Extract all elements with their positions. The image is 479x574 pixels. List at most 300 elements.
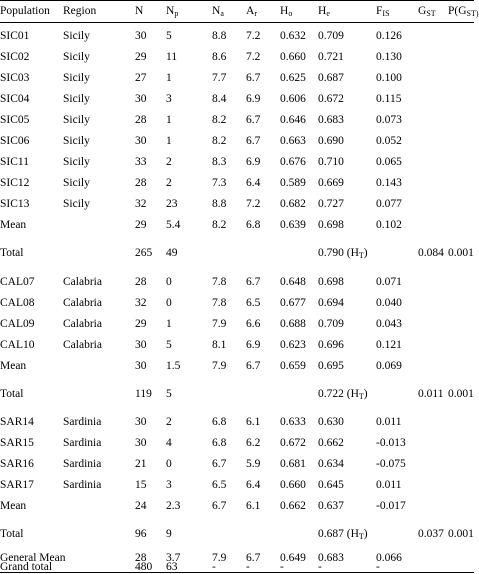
pop-cell [0, 459, 34, 471]
gst-text: 0.037 [418, 528, 444, 540]
he-text: 0.698 [318, 276, 344, 288]
fis-cell [376, 73, 402, 85]
np-text: 0 [166, 276, 172, 288]
header-ho-text: H [280, 5, 289, 17]
fis-cell [376, 52, 402, 64]
he-text: 0.683 [318, 552, 344, 564]
he-cell [318, 529, 368, 541]
gst-cell [418, 529, 444, 541]
pop-text: CAL10 [0, 339, 35, 351]
table-rule [0, 22, 474, 23]
ar-text: 6.1 [246, 500, 261, 512]
fis-cell [376, 31, 402, 43]
he-text: 0.662 [318, 437, 344, 449]
na-text: 8.8 [212, 198, 227, 210]
region-text: Sicily [63, 177, 90, 189]
fis-cell [376, 136, 402, 148]
header-n-cell [135, 6, 143, 18]
n-cell [135, 562, 152, 574]
region-text: Sicily [63, 156, 90, 168]
ar-cell [246, 562, 250, 574]
pop-cell [0, 115, 29, 127]
region-text: Sicily [63, 51, 90, 63]
pgst-text: 0.001 [448, 528, 474, 540]
n-text: 28 [135, 114, 147, 126]
ho-cell [280, 52, 306, 64]
he-subscript: T [358, 251, 364, 260]
pop-text: SIC11 [0, 156, 29, 168]
pop-cell [0, 94, 29, 106]
gst-cell [418, 389, 443, 401]
ar-cell [246, 361, 260, 373]
pop-cell [0, 157, 29, 169]
fis-cell [376, 459, 406, 471]
n-cell [135, 73, 147, 85]
he-cell [318, 319, 344, 331]
ho-cell [280, 73, 306, 85]
pop-cell [0, 361, 26, 373]
fis-text: 0.043 [376, 318, 402, 330]
region-cell [63, 115, 90, 127]
n-text: 15 [135, 479, 147, 491]
region-text: Sardinia [63, 437, 102, 449]
region-text: Calabria [63, 339, 102, 351]
na-text: 7.9 [212, 552, 227, 564]
n-text: 28 [135, 552, 147, 564]
ho-cell [280, 31, 306, 43]
ho-cell [280, 199, 306, 211]
fis-text: 0.066 [376, 552, 402, 564]
fis-cell [376, 199, 402, 211]
na-text: 7.8 [212, 276, 227, 288]
he-subscript: T [358, 392, 364, 401]
he-text: 0.722 (H [318, 388, 359, 400]
fis-cell [376, 298, 402, 310]
ho-text: 0.676 [280, 156, 306, 168]
fis-cell [376, 340, 402, 352]
he-cell [318, 340, 344, 352]
np-cell [166, 220, 180, 232]
header-gst-cell [418, 6, 436, 18]
n-text: 32 [135, 198, 147, 210]
na-cell [212, 178, 226, 190]
n-text: 30 [135, 135, 147, 147]
region-cell [63, 459, 101, 471]
fis-cell [376, 501, 406, 513]
region-cell [63, 31, 90, 43]
region-text: Sicily [63, 135, 90, 147]
ho-cell [280, 277, 306, 289]
na-cell [212, 136, 226, 148]
he-text: 0.630 [318, 416, 344, 428]
header-he-subscript: e [326, 9, 330, 18]
ho-text: 0.677 [280, 297, 306, 309]
pop-cell [0, 529, 23, 541]
fis-text: 0.126 [376, 30, 402, 42]
fis-text: -0.013 [376, 437, 406, 449]
ar-text: 6.9 [246, 156, 261, 168]
pgst-cell [448, 529, 474, 541]
ar-text: 6.4 [246, 479, 261, 491]
pgst-cell [448, 248, 474, 260]
header-gst-subscript: ST [426, 9, 436, 18]
header-region-text: Region [63, 5, 97, 17]
na-cell [212, 94, 226, 106]
n-text: 29 [135, 318, 147, 330]
na-cell [212, 220, 226, 232]
fis-text: 0.077 [376, 198, 402, 210]
np-text: 5.4 [166, 219, 181, 231]
he-subscript: T [358, 532, 364, 541]
ho-cell [280, 417, 306, 429]
n-text: 30 [135, 93, 147, 105]
region-cell [63, 94, 90, 106]
ho-cell [280, 220, 306, 232]
header-na-subscript: a [220, 9, 224, 18]
n-text: 480 [135, 561, 153, 573]
he-text: 0.634 [318, 458, 344, 470]
np-text: 23 [166, 198, 178, 210]
np-cell [166, 136, 172, 148]
header-pgst-cell [448, 6, 479, 18]
ho-cell [280, 361, 306, 373]
he-cell [318, 52, 344, 64]
ar-text: - [246, 561, 250, 573]
na-text: 6.8 [212, 437, 227, 449]
n-cell [135, 389, 152, 401]
na-cell [212, 480, 226, 492]
na-text: 8.6 [212, 51, 227, 63]
n-cell [135, 438, 147, 450]
np-text: 1 [166, 318, 172, 330]
ho-cell [280, 340, 306, 352]
ar-cell [246, 438, 260, 450]
ho-text: 0.633 [280, 416, 306, 428]
np-text: 0 [166, 458, 172, 470]
ho-text: 0.662 [280, 500, 306, 512]
pop-cell [0, 298, 35, 310]
region-text: Sicily [63, 93, 90, 105]
he-cell [318, 157, 344, 169]
he-cell [318, 94, 344, 106]
np-text: 49 [166, 247, 178, 259]
he-cell [318, 389, 368, 401]
ho-cell [280, 480, 306, 492]
np-text: 5 [166, 388, 172, 400]
pop-cell [0, 277, 35, 289]
fis-text: 0.073 [376, 114, 402, 126]
ar-text: 6.7 [246, 552, 261, 564]
na-text: 8.4 [212, 93, 227, 105]
header-gst-text: G [418, 5, 427, 17]
ho-text: 0.663 [280, 135, 306, 147]
n-text: 28 [135, 177, 147, 189]
fis-text: 0.130 [376, 51, 402, 63]
pop-text: Total [0, 388, 24, 400]
table-rule [0, 572, 474, 573]
pop-cell [0, 501, 26, 513]
n-cell [135, 52, 147, 64]
np-text: 3 [166, 479, 172, 491]
ho-text: 0.682 [280, 198, 306, 210]
region-cell [63, 52, 90, 64]
np-text: 5 [166, 339, 172, 351]
na-cell [212, 501, 226, 513]
ho-text: 0.648 [280, 276, 306, 288]
he-cell [318, 459, 344, 471]
he-cell [318, 501, 344, 513]
he-cell [318, 277, 344, 289]
na-text: 8.2 [212, 135, 227, 147]
n-text: 119 [135, 388, 152, 400]
region-text: Calabria [63, 276, 102, 288]
np-cell [166, 529, 172, 541]
he-text: - [318, 561, 322, 573]
he-text: 0.672 [318, 93, 344, 105]
ho-cell [280, 319, 306, 331]
header-pop-cell [0, 6, 50, 18]
region-cell [63, 136, 90, 148]
fis-text: 0.121 [376, 339, 402, 351]
n-text: 265 [135, 247, 153, 259]
n-text: 30 [135, 30, 147, 42]
ho-text: 0.639 [280, 219, 306, 231]
he-cell [318, 361, 344, 373]
he-cell [318, 417, 344, 429]
fis-cell [376, 220, 402, 232]
header-na-text: N [212, 5, 221, 17]
pop-text: Total [0, 528, 24, 540]
pop-text: SAR15 [0, 437, 34, 449]
na-cell [212, 298, 226, 310]
ho-cell [280, 501, 306, 513]
na-cell [212, 361, 226, 373]
pop-text: Mean [0, 219, 27, 231]
ar-text: 6.7 [246, 276, 261, 288]
np-cell [166, 389, 172, 401]
pop-cell [0, 73, 29, 85]
ho-text: 0.646 [280, 114, 306, 126]
np-cell [166, 480, 172, 492]
np-cell [166, 31, 172, 43]
ar-cell [246, 417, 260, 429]
ho-text: 0.589 [280, 177, 306, 189]
ar-cell [246, 220, 260, 232]
pop-cell [0, 248, 23, 260]
ar-cell [246, 459, 260, 471]
pgst-cell [448, 389, 474, 401]
fis-text: 0.065 [376, 156, 402, 168]
ho-cell [280, 562, 284, 574]
gst-cell [418, 248, 444, 260]
ho-text: 0.681 [280, 458, 306, 470]
he-cell [318, 438, 344, 450]
n-cell [135, 340, 147, 352]
n-cell [135, 157, 147, 169]
ar-cell [246, 115, 260, 127]
n-cell [135, 94, 147, 106]
pop-text: SAR14 [0, 416, 34, 428]
ar-cell [246, 298, 260, 310]
np-cell [166, 438, 172, 450]
pop-text: SIC12 [0, 177, 30, 189]
pop-text: SAR17 [0, 479, 34, 491]
region-cell [63, 157, 90, 169]
pop-text: SIC04 [0, 93, 30, 105]
na-text: 7.7 [212, 72, 227, 84]
gst-text: 0.011 [418, 388, 444, 400]
region-cell [63, 438, 101, 450]
pop-text: SIC03 [0, 72, 30, 84]
fis-cell [376, 480, 401, 492]
region-cell [63, 73, 90, 85]
pgst-text: 0.001 [448, 247, 474, 259]
na-cell [212, 438, 226, 450]
region-text: Sardinia [63, 458, 102, 470]
pop-text: SAR16 [0, 458, 34, 470]
region-cell [63, 319, 102, 331]
pop-cell [0, 220, 26, 232]
pop-text: SIC06 [0, 135, 30, 147]
fis-text: - [376, 561, 380, 573]
n-cell [135, 361, 147, 373]
he-cell [318, 73, 344, 85]
fis-text: 0.115 [376, 93, 402, 105]
np-text: 2 [166, 416, 172, 428]
ar-cell [246, 277, 260, 289]
na-cell [212, 459, 226, 471]
header-pgst-subscript: ST) [466, 9, 479, 18]
header-ar-cell [246, 6, 257, 18]
region-cell [63, 340, 102, 352]
ar-cell [246, 340, 260, 352]
he-text: 0.721 [318, 51, 344, 63]
n-cell [135, 529, 147, 541]
np-cell [166, 52, 177, 64]
ho-text: 0.688 [280, 318, 306, 330]
na-cell [212, 157, 226, 169]
header-fis-cell [376, 6, 390, 18]
he-cell [318, 178, 344, 190]
np-cell [166, 73, 172, 85]
n-text: 96 [135, 528, 147, 540]
n-cell [135, 220, 147, 232]
n-text: 29 [135, 51, 147, 63]
n-text: 30 [135, 437, 147, 449]
na-text: 6.7 [212, 458, 227, 470]
pop-text: Grand total [0, 561, 53, 573]
he-text: 0.709 [318, 30, 344, 42]
np-text: 2.3 [166, 500, 181, 512]
fis-text: 0.011 [376, 479, 402, 491]
np-cell [166, 319, 172, 331]
he-text: 0.694 [318, 297, 344, 309]
na-text: 7.8 [212, 297, 227, 309]
na-text: 7.3 [212, 177, 227, 189]
n-text: 30 [135, 416, 147, 428]
n-text: 24 [135, 500, 147, 512]
fis-text: 0.011 [376, 416, 402, 428]
paren-close: ) [363, 528, 368, 540]
region-text: Sardinia [63, 416, 102, 428]
na-text: - [212, 561, 216, 573]
n-cell [135, 115, 147, 127]
np-cell [166, 417, 172, 429]
he-text: 0.669 [318, 177, 344, 189]
paren-close: ) [363, 247, 368, 259]
na-cell [212, 340, 226, 352]
fis-cell [376, 115, 402, 127]
pop-text: Mean [0, 360, 27, 372]
region-cell [63, 277, 102, 289]
np-text: 1 [166, 72, 172, 84]
fis-cell [376, 277, 402, 289]
n-text: 30 [135, 339, 147, 351]
ho-cell [280, 94, 306, 106]
fis-text: 0.143 [376, 177, 402, 189]
np-text: 0 [166, 297, 172, 309]
ar-cell [246, 319, 260, 331]
ar-cell [246, 480, 260, 492]
ho-text: - [280, 561, 284, 573]
he-cell [318, 31, 344, 43]
na-text: 7.9 [212, 360, 227, 372]
np-cell [166, 178, 172, 190]
n-cell [135, 298, 147, 310]
pop-text: SIC05 [0, 114, 30, 126]
ar-text: 6.7 [246, 114, 261, 126]
n-cell [135, 480, 147, 492]
pop-cell [0, 562, 52, 574]
ar-text: 6.9 [246, 93, 261, 105]
ho-cell [280, 178, 306, 190]
np-text: 11 [166, 51, 178, 63]
he-cell [318, 199, 344, 211]
he-text: 0.710 [318, 156, 344, 168]
n-cell [135, 31, 147, 43]
n-text: 27 [135, 72, 147, 84]
he-cell [318, 115, 344, 127]
fis-cell [376, 94, 401, 106]
np-text: 1.5 [166, 360, 181, 372]
n-cell [135, 319, 147, 331]
n-cell [135, 459, 147, 471]
na-cell [212, 562, 216, 574]
na-cell [212, 73, 226, 85]
he-text: 0.709 [318, 318, 344, 330]
pop-text: SIC01 [0, 30, 30, 42]
ar-text: 6.7 [246, 135, 261, 147]
na-cell [212, 277, 226, 289]
region-cell [63, 178, 90, 190]
n-text: 33 [135, 156, 147, 168]
header-ar-subscript: r [254, 9, 257, 18]
header-fis-subscript: IS [382, 9, 390, 18]
np-cell [166, 199, 178, 211]
fis-cell [376, 361, 402, 373]
he-cell [318, 298, 344, 310]
na-cell [212, 52, 226, 64]
ar-text: 7.2 [246, 51, 261, 63]
np-cell [166, 298, 172, 310]
np-text: 3 [166, 93, 172, 105]
fis-text: 0.052 [376, 135, 402, 147]
pop-text: SIC02 [0, 51, 30, 63]
fis-text: -0.017 [376, 500, 406, 512]
na-text: 8.1 [212, 339, 227, 351]
ar-cell [246, 178, 260, 190]
he-cell [318, 248, 368, 260]
